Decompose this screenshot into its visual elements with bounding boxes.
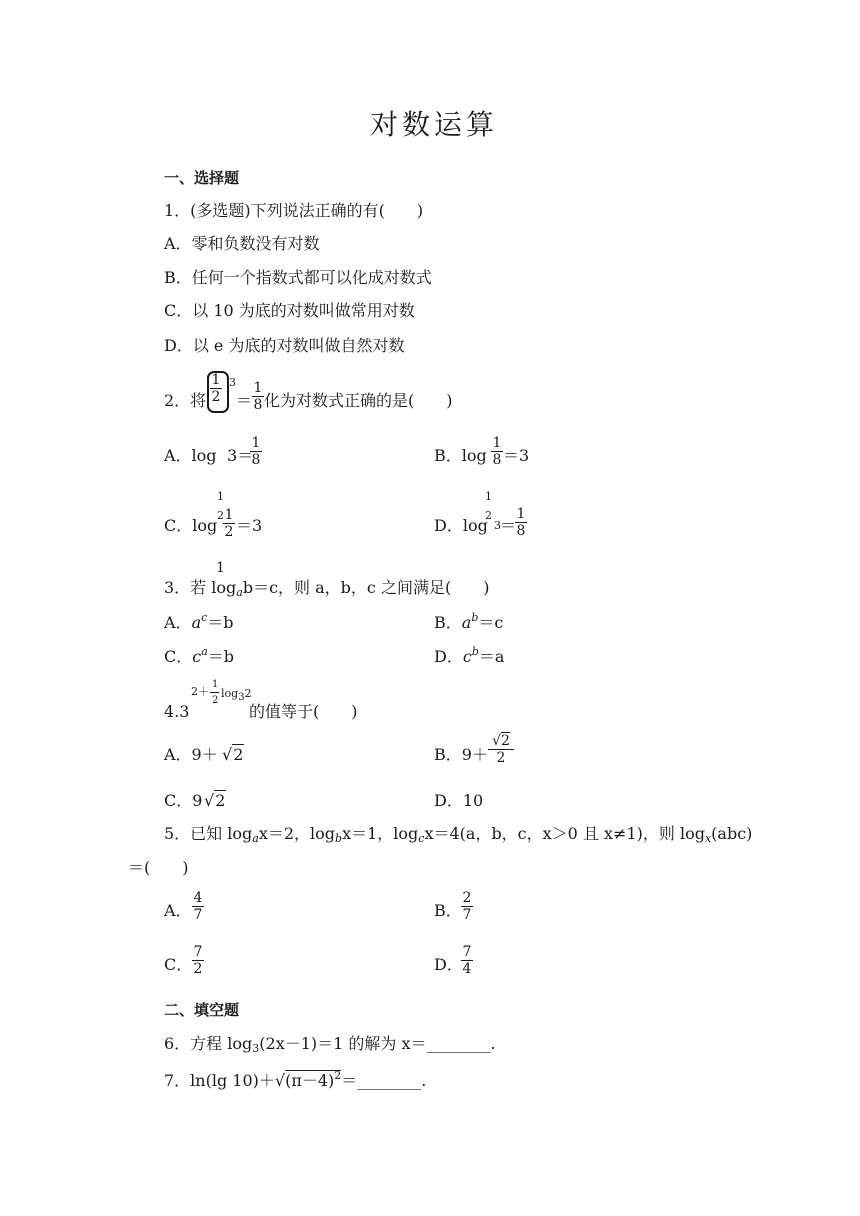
section-heading-choice: 一、选择题 (164, 169, 240, 187)
question-4-option-b: B．9＋ (434, 745, 488, 764)
page-title: 对数运算 (370, 108, 499, 141)
q2b-fraction: 1 8 (492, 435, 502, 468)
question-2-option-a: A．log (164, 446, 217, 465)
question-2-option-d: D．log (434, 516, 488, 535)
q7-sqrt: $√(\pi-4)^2$ (274, 1069, 342, 1090)
q2a-fraction: 1 8 (251, 435, 261, 468)
q4-exp-two: 2＋ (191, 685, 209, 698)
q2a-mid: 3＝ (227, 446, 254, 465)
q2d-fraction: 1 8 (516, 506, 526, 539)
question-5-stem-line1: 5．已知 logax＝2，logbx＝1，logcx＝4(a，b，c，x＞0 且 x≠1)，则 logx(abc) (164, 824, 753, 845)
question-7: 7．ln(lg $10)+√(\pi-4)^2=\_\_\_\_\_\_\_\_$. (164, 1069, 427, 1090)
q2-base-fraction: 1 2 (211, 372, 221, 405)
question-4-option-d: D．10 (434, 791, 484, 810)
question-3-option-c: C．$c^a=b$ (164, 645, 235, 666)
q2-tail: 化为对数式正确的是( ) (264, 391, 453, 410)
question-3-option-d: D．$c^b=a$ (434, 645, 505, 666)
question-5-option-c: C． (164, 955, 193, 974)
question-1-option-a: A．零和负数没有对数 (164, 234, 320, 253)
question-3-stem: 3．若 logab＝c，则 a，b，c 之间满足( ) (164, 578, 490, 599)
q2d-eq: ＝ (500, 516, 517, 535)
q4-exp-log: log32 (221, 687, 252, 703)
q4-tail: 的值等于( ) (249, 702, 358, 721)
question-2-option-c: C．log (164, 516, 218, 535)
question-5-option-d: D． (434, 955, 463, 974)
question-1-option-c: C．以 10 为底的对数叫做常用对数 (164, 301, 415, 320)
q4c-sqrt: √2 (204, 791, 226, 810)
q2d-arg: 3 (494, 519, 501, 532)
q2d-sub-den: 2 (485, 509, 492, 522)
q5a-fraction: 4 7 (193, 890, 203, 923)
q2b-post: ＝3 (503, 446, 530, 465)
q2-lead: 2．将 (164, 391, 207, 410)
q5d-fraction: 7 4 (462, 944, 472, 977)
question-4-option-c: C．9 (164, 791, 203, 810)
question-3-option-a: A．$a^c=b$ (164, 611, 234, 632)
q2c-sub-num: 1 (217, 490, 224, 503)
question-6: 6．方程 log3(2x－1)＝1 的解为 x＝________. (164, 1034, 496, 1055)
q2c-sub-den: 2 (217, 509, 224, 522)
question-5-option-a: A． (164, 901, 192, 920)
q2-exponent: 3 (229, 376, 236, 389)
q2-stray-digit: 1 (216, 560, 225, 576)
q2c-post: ＝3 (236, 516, 263, 535)
q2-rhs-fraction: 1 8 (253, 380, 263, 413)
q2d-sub-num: 1 (485, 490, 492, 503)
q4a-sqrt: √2 (222, 745, 244, 764)
q5b-fraction: 2 7 (462, 890, 472, 923)
q2-eq: ＝ (236, 391, 253, 410)
q4-exp-bar (210, 692, 219, 693)
q4b-fraction: √2 2 (488, 733, 514, 766)
q4-lead: 4.3 (164, 702, 190, 721)
question-1-option-b: B．任何一个指数式都可以化成对数式 (164, 268, 432, 287)
question-3-option-b: B．$a^b=c$ (434, 611, 504, 632)
q4-exp-num: 1 (212, 679, 219, 690)
question-5-option-b: B． (434, 901, 462, 920)
q2c-arg-fraction: 1 2 (224, 507, 234, 540)
question-4-option-a: A．9＋ (164, 745, 218, 764)
question-5-stem-line2: ＝( ) (128, 858, 189, 877)
question-1-stem: 1．(多选题)下列说法正确的有( ) (164, 201, 424, 220)
q4-exp-den: 2 (212, 695, 219, 706)
question-2-option-b: B．log (434, 446, 487, 465)
question-1-option-d: D．以 e 为底的对数叫做自然对数 (164, 336, 405, 355)
q5c-fraction: 7 2 (193, 944, 203, 977)
section-heading-fill: 二、填空题 (164, 1001, 240, 1019)
